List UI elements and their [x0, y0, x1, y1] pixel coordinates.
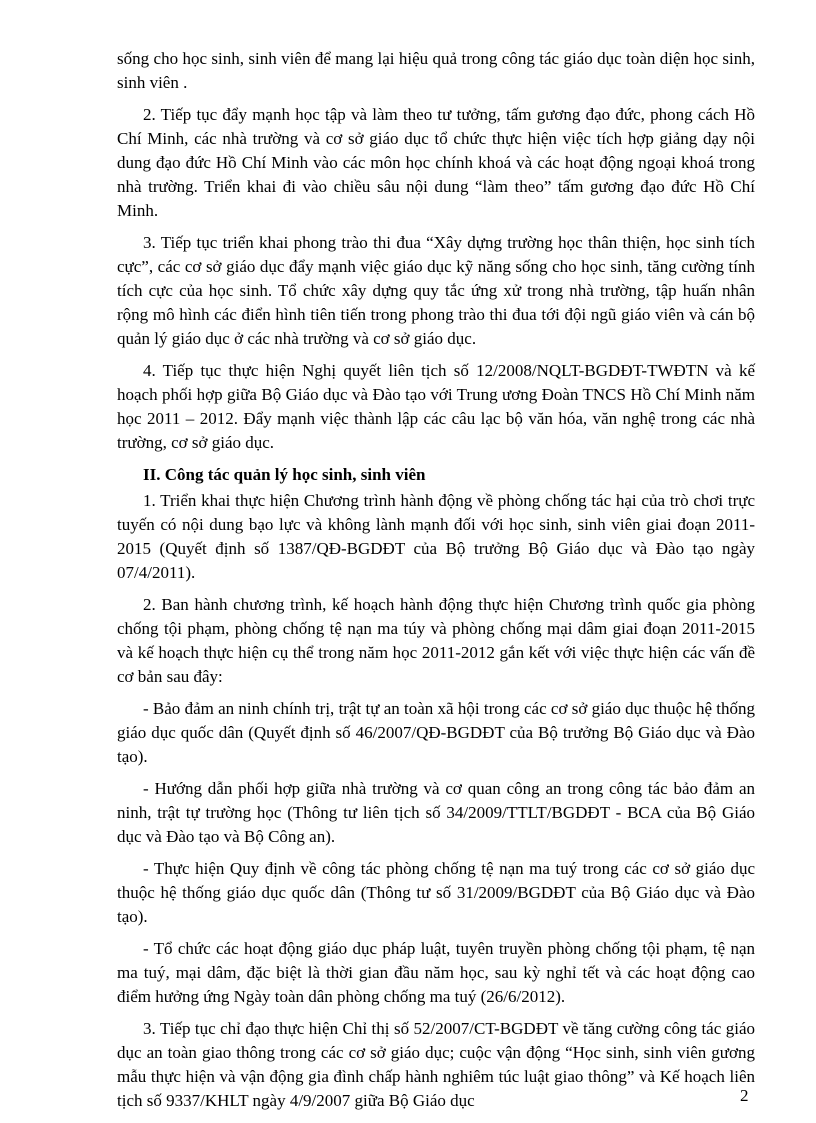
paragraph-item-2: 2. Tiếp tục đẩy mạnh học tập và làm theo tư tưởng, tấm gương đạo đức, phong cách Hồ Chí Minh, các nhà trường và cơ sở giáo dục tổ chức thực hiện việc tích hợp giảng dạy nội dung đạo đức Hồ Chí Minh vào các môn học chính khoá và các hoạt động ngoại khoá trong nhà trường. Triển khai đi vào chiều sâu nội dung “làm theo” tấm gương đạo đức Hồ Chí Minh. — [117, 105, 755, 220]
section-paragraph-3: 3. Tiếp tục chỉ đạo thực hiện Chỉ thị số 52/2007/CT-BGDĐT về tăng cường công tác giáo dục an toàn giao thông trong các cơ sở giáo dục; cuộc vận động “Học sinh, sinh viên gương mẫu thực hiện và vận động gia đình chấp hành nghiêm túc luật giao thông” và Kế hoạch liên tịch số 9337/KHLT ngày 4/9/2007 giữa Bộ Giáo dục — [117, 1019, 755, 1110]
document-page — [117, 47, 755, 1121]
section-paragraph-2: 2. Ban hành chương trình, kế hoạch hành động thực hiện Chương trình quốc gia phòng chống tội phạm, phòng chống tệ nạn ma túy và phòng chống mại dâm giai đoạn 2011-2015 và kế hoạch thực hiện cụ thể trong năm học 2011-2012 gắn kết với việc thực hiện các vấn đề cơ bản sau đây: — [117, 595, 755, 686]
bullet-item-drug-prevention: - Thực hiện Quy định về công tác phòng chống tệ nạn ma tuý trong các cơ sở giáo dục thuộc hệ thống giáo dục quốc dân (Thông tư số 31/2009/BGDĐT của Bộ Giáo dục và Đào tạo). — [117, 859, 755, 926]
paragraph-continuation: sống cho học sinh, sinh viên để mang lại hiệu quả trong công tác giáo dục toàn diện học sinh, sinh viên . — [117, 49, 755, 92]
bullet-item-security: - Bảo đảm an ninh chính trị, trật tự an toàn xã hội trong các cơ sở giáo dục thuộc hệ thống giáo dục quốc dân (Quyết định số 46/2007/QĐ-BGDĐT của Bộ trưởng Bộ Giáo dục và Đào tạo). — [117, 699, 755, 766]
bullet-item-legal-education: - Tổ chức các hoạt động giáo dục pháp luật, tuyên truyền phòng chống tội phạm, tệ nạn ma tuý, mại dâm, đặc biệt là thời gian đầu năm học, sau kỳ nghỉ tết và các hoạt động cao điểm hưởng ứng Ngày toàn dân phòng chống ma tuý (26/6/2012). — [117, 939, 755, 1006]
section-paragraph-1: 1. Triển khai thực hiện Chương trình hành động về phòng chống tác hại của trò chơi trực tuyến có nội dung bạo lực và không lành mạnh đối với học sinh, sinh viên giai đoạn 2011-2015 (Quyết định số 1387/QĐ-BGDĐT của Bộ trưởng Bộ Giáo dục và Đào tạo ngày 07/4/2011). — [117, 491, 755, 582]
section-heading: II. Công tác quản lý học sinh, sinh viên — [143, 465, 426, 484]
paragraph-item-3: 3. Tiếp tục triển khai phong trào thi đua “Xây dựng trường học thân thiện, học sinh tích cực”, các cơ sở giáo dục đẩy mạnh việc giáo dục kỹ năng sống cho học sinh, tăng cường tính tích cực của học sinh. Tổ chức xây dựng quy tắc ứng xử trong nhà trường, tập huấn nhân rộng mô hình các điển hình tiên tiến trong phong trào thi đua tới đội ngũ giáo viên và cán bộ quản lý giáo dục ở các nhà trường và cơ sở giáo dục. — [117, 233, 755, 348]
page-number: 2 — [740, 1086, 749, 1105]
paragraph-item-4: 4. Tiếp tục thực hiện Nghị quyết liên tịch số 12/2008/NQLT-BGDĐT-TWĐTN và kế hoạch phối hợp giữa Bộ Giáo dục và Đào tạo với Trung ương Đoàn TNCS Hồ Chí Minh năm học 2011 – 2012. Đẩy mạnh việc thành lập các câu lạc bộ văn hóa, văn nghệ trong các nhà trường, cơ sở giáo dục. — [117, 361, 755, 452]
bullet-item-police-coordination: - Hướng dẫn phối hợp giữa nhà trường và cơ quan công an trong công tác bảo đảm an ninh, trật tự trường học (Thông tư liên tịch số 34/2009/TTLT/BGDĐT - BCA của Bộ Giáo dục và Đào tạo và Bộ Công an). — [117, 779, 755, 846]
